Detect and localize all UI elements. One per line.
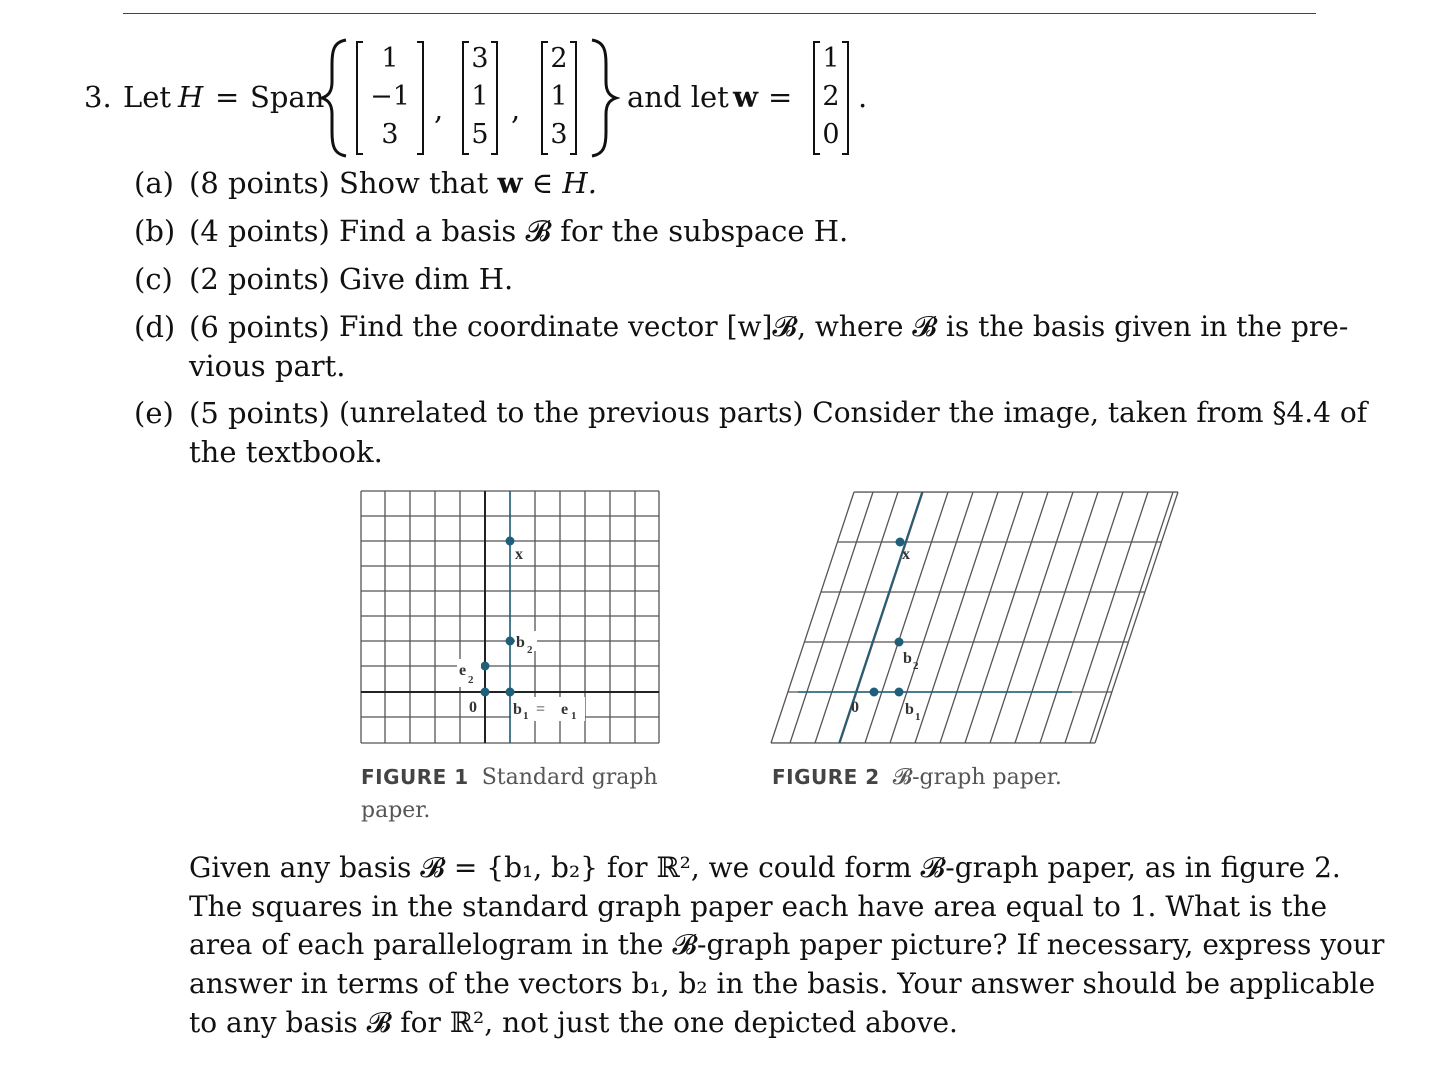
vector-entry: 2 — [550, 43, 568, 74]
span-vector-2 — [461, 40, 499, 156]
paragraph-line: The squares in the standard graph paper each have area equal to 1. What is the — [189, 890, 1328, 923]
label-e1: e — [561, 701, 569, 718]
part-label: (a) — [134, 166, 174, 200]
comma: , — [434, 92, 444, 126]
equals-sign: = — [215, 80, 240, 114]
left-brace — [318, 38, 352, 158]
paragraph-line: to any basis 𝓑 for ℝ², not just the one depicted above. — [189, 1006, 958, 1039]
part-text: Find a basis 𝓑 for the subspace H. — [339, 214, 849, 248]
part-label: (d) — [134, 310, 176, 344]
part-text: Find the coordinate vector [w]𝓑, where 𝓑 is the basis given in the pre- — [339, 310, 1349, 343]
part-points: (8 points) — [189, 166, 330, 200]
figure-2-b-graph — [760, 485, 1190, 750]
let-word: Let — [123, 80, 172, 114]
part-points: (5 points) — [189, 396, 330, 430]
point-e2 — [481, 662, 490, 671]
part-text: Give dim H. — [339, 262, 514, 296]
part-points: (6 points) — [189, 310, 330, 344]
equals-sign: = — [768, 80, 793, 114]
part-label: (b) — [134, 214, 176, 248]
part-text-continued: the textbook. — [189, 435, 383, 469]
paragraph-line: area of each parallelogram in the 𝓑-graph paper picture? If necessary, express your — [189, 928, 1385, 961]
label-b1: b — [513, 701, 522, 718]
span-vector-1 — [355, 40, 425, 156]
label-b2-sub: 2 — [913, 660, 919, 672]
label-b1-sub: 1 — [523, 710, 529, 722]
right-brace — [586, 38, 620, 158]
figure-1-standard-graph — [355, 485, 670, 750]
label-x: x — [902, 546, 910, 563]
vector-entry: 3 — [550, 119, 568, 150]
caption-label: FIGURE 2 — [772, 765, 880, 789]
label-b2: b — [516, 634, 525, 651]
label-e1-sub: 1 — [571, 710, 577, 722]
vector-entry: −1 — [370, 81, 410, 112]
part-text-continued: vious part. — [189, 349, 346, 383]
w-vector — [812, 40, 850, 156]
vector-entry: 0 — [822, 119, 840, 150]
comma: , — [511, 92, 521, 126]
point-b1 — [506, 688, 515, 697]
label-equals: = — [536, 701, 546, 718]
label-b2: b — [903, 650, 912, 667]
caption-label: FIGURE 1 — [361, 765, 469, 789]
span-word: Span — [250, 80, 325, 114]
vector-entry: 5 — [471, 119, 489, 150]
label-origin: 0 — [469, 699, 477, 716]
vector-entry: 1 — [471, 81, 489, 112]
set-name-h: H — [178, 80, 204, 114]
period: . — [858, 80, 868, 114]
part-label: (c) — [134, 262, 173, 296]
point-origin — [870, 688, 879, 697]
vector-entry: 2 — [822, 81, 840, 112]
caption-text: Standard graph — [481, 765, 658, 790]
vector-entry: 1 — [381, 43, 399, 74]
span-vector-3 — [540, 40, 578, 156]
part-text: Show that w ∈ H. — [339, 166, 597, 200]
figure-1-caption-line2: paper. — [361, 798, 431, 823]
point-b2 — [506, 637, 515, 646]
label-x: x — [515, 546, 523, 563]
and-let-text: and let — [627, 80, 729, 114]
vector-w-symbol: w — [733, 80, 758, 114]
figure-2-caption — [772, 760, 1062, 795]
caption-text: 𝓑-graph paper. — [892, 765, 1062, 790]
point-b1 — [895, 688, 904, 697]
label-e2-sub: 2 — [468, 674, 474, 686]
label-b1-sub: 1 — [915, 711, 921, 723]
figure-1-caption — [361, 760, 658, 795]
label-e2: e — [459, 662, 467, 679]
point-b2 — [895, 638, 904, 647]
point-origin — [481, 688, 490, 697]
paragraph-line: answer in terms of the vectors b₁, b₂ in the basis. Your answer should be applicable — [189, 967, 1376, 1000]
vector-entry: 3 — [381, 119, 399, 150]
part-label: (e) — [134, 396, 174, 430]
vector-entry: 1 — [550, 81, 568, 112]
skewed-grid-lines — [760, 492, 1190, 743]
part-points: (4 points) — [189, 214, 330, 248]
part-points: (2 points) — [189, 262, 330, 296]
part-text: (unrelated to the previous parts) Consider the image, taken from §4.4 of — [339, 396, 1368, 429]
label-b1: b — [905, 701, 914, 718]
label-origin: 0 — [851, 699, 859, 716]
vector-entry: 1 — [822, 43, 840, 74]
top-rule — [123, 13, 1316, 14]
label-b2-sub: 2 — [527, 644, 533, 656]
vector-entry: 3 — [471, 43, 489, 74]
problem-number: 3. — [84, 80, 112, 114]
paragraph-line: Given any basis 𝓑 = {b₁, b₂} for ℝ², we could form 𝓑-graph paper, as in figure 2. — [189, 851, 1341, 884]
point-x — [506, 537, 515, 546]
